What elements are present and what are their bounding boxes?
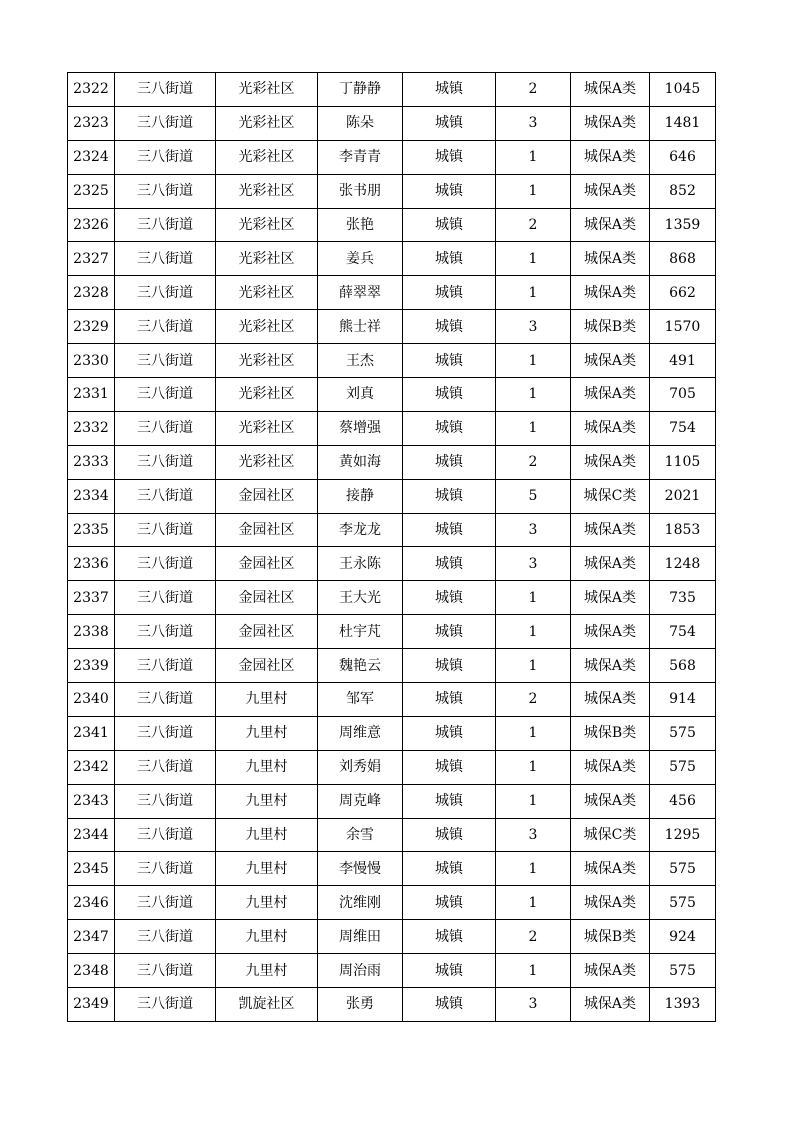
area-cell: 城镇 (403, 920, 496, 954)
street-cell: 三八街道 (115, 716, 216, 750)
category-cell: 城保A类 (571, 445, 650, 479)
amount-cell: 1045 (650, 73, 716, 107)
community-cell: 九里村 (216, 784, 318, 818)
community-cell: 九里村 (216, 716, 318, 750)
category-cell: 城保A类 (571, 242, 650, 276)
name-cell: 王永陈 (318, 547, 403, 581)
category-cell: 城保A类 (571, 886, 650, 920)
area-cell: 城镇 (403, 310, 496, 344)
name-cell: 魏艳云 (318, 649, 403, 683)
amount-cell: 456 (650, 784, 716, 818)
street-cell: 三八街道 (115, 615, 216, 649)
community-cell: 光彩社区 (216, 242, 318, 276)
amount-cell: 1393 (650, 988, 716, 1022)
area-cell: 城镇 (403, 479, 496, 513)
street-cell: 三八街道 (115, 954, 216, 988)
table-row (68, 378, 716, 412)
street-cell: 三八街道 (115, 106, 216, 140)
name-cell: 丁静静 (318, 73, 403, 107)
count-cell: 1 (496, 378, 571, 412)
table-row (68, 920, 716, 954)
count-cell: 2 (496, 208, 571, 242)
serial-cell: 2322 (68, 73, 115, 107)
name-cell: 沈维刚 (318, 886, 403, 920)
amount-cell: 568 (650, 649, 716, 683)
table-row (68, 716, 716, 750)
category-cell: 城保A类 (571, 750, 650, 784)
name-cell: 蔡增强 (318, 411, 403, 445)
street-cell: 三八街道 (115, 920, 216, 954)
street-cell: 三八街道 (115, 276, 216, 310)
community-cell: 九里村 (216, 886, 318, 920)
category-cell: 城保A类 (571, 649, 650, 683)
serial-cell: 2347 (68, 920, 115, 954)
street-cell: 三八街道 (115, 513, 216, 547)
community-cell: 金园社区 (216, 547, 318, 581)
category-cell: 城保A类 (571, 547, 650, 581)
serial-cell: 2335 (68, 513, 115, 547)
amount-cell: 754 (650, 615, 716, 649)
serial-cell: 2324 (68, 140, 115, 174)
category-cell: 城保A类 (571, 208, 650, 242)
count-cell: 1 (496, 615, 571, 649)
community-cell: 光彩社区 (216, 73, 318, 107)
community-cell: 金园社区 (216, 615, 318, 649)
category-cell: 城保C类 (571, 818, 650, 852)
area-cell: 城镇 (403, 818, 496, 852)
name-cell: 余雪 (318, 818, 403, 852)
count-cell: 5 (496, 479, 571, 513)
count-cell: 3 (496, 547, 571, 581)
community-cell: 金园社区 (216, 581, 318, 615)
street-cell: 三八街道 (115, 378, 216, 412)
count-cell: 1 (496, 886, 571, 920)
area-cell: 城镇 (403, 716, 496, 750)
area-cell: 城镇 (403, 242, 496, 276)
amount-cell: 1570 (650, 310, 716, 344)
roster-body (68, 73, 716, 1022)
community-cell: 光彩社区 (216, 140, 318, 174)
amount-cell: 575 (650, 886, 716, 920)
street-cell: 三八街道 (115, 445, 216, 479)
name-cell: 张勇 (318, 988, 403, 1022)
name-cell: 熊士祥 (318, 310, 403, 344)
serial-cell: 2340 (68, 683, 115, 717)
table-row (68, 615, 716, 649)
table-row (68, 174, 716, 208)
table-row (68, 479, 716, 513)
amount-cell: 924 (650, 920, 716, 954)
count-cell: 1 (496, 242, 571, 276)
serial-cell: 2339 (68, 649, 115, 683)
category-cell: 城保A类 (571, 411, 650, 445)
count-cell: 2 (496, 920, 571, 954)
community-cell: 九里村 (216, 750, 318, 784)
name-cell: 刘真 (318, 378, 403, 412)
street-cell: 三八街道 (115, 140, 216, 174)
name-cell: 李龙龙 (318, 513, 403, 547)
serial-cell: 2332 (68, 411, 115, 445)
amount-cell: 2021 (650, 479, 716, 513)
serial-cell: 2341 (68, 716, 115, 750)
amount-cell: 1295 (650, 818, 716, 852)
category-cell: 城保A类 (571, 344, 650, 378)
name-cell: 薛翠翠 (318, 276, 403, 310)
amount-cell: 914 (650, 683, 716, 717)
category-cell: 城保A类 (571, 378, 650, 412)
name-cell: 邹军 (318, 683, 403, 717)
community-cell: 光彩社区 (216, 106, 318, 140)
amount-cell: 735 (650, 581, 716, 615)
serial-cell: 2348 (68, 954, 115, 988)
name-cell: 刘秀娟 (318, 750, 403, 784)
name-cell: 张艳 (318, 208, 403, 242)
serial-cell: 2330 (68, 344, 115, 378)
community-cell: 金园社区 (216, 479, 318, 513)
serial-cell: 2342 (68, 750, 115, 784)
category-cell: 城保A类 (571, 683, 650, 717)
area-cell: 城镇 (403, 411, 496, 445)
name-cell: 姜兵 (318, 242, 403, 276)
amount-cell: 575 (650, 750, 716, 784)
area-cell: 城镇 (403, 988, 496, 1022)
amount-cell: 1853 (650, 513, 716, 547)
community-cell: 九里村 (216, 920, 318, 954)
area-cell: 城镇 (403, 513, 496, 547)
amount-cell: 754 (650, 411, 716, 445)
name-cell: 王杰 (318, 344, 403, 378)
count-cell: 1 (496, 276, 571, 310)
serial-cell: 2344 (68, 818, 115, 852)
area-cell: 城镇 (403, 852, 496, 886)
area-cell: 城镇 (403, 378, 496, 412)
serial-cell: 2328 (68, 276, 115, 310)
area-cell: 城镇 (403, 276, 496, 310)
street-cell: 三八街道 (115, 649, 216, 683)
table-row (68, 208, 716, 242)
community-cell: 光彩社区 (216, 174, 318, 208)
table-row (68, 649, 716, 683)
community-cell: 光彩社区 (216, 208, 318, 242)
street-cell: 三八街道 (115, 344, 216, 378)
area-cell: 城镇 (403, 581, 496, 615)
name-cell: 张书朋 (318, 174, 403, 208)
name-cell: 李慢慢 (318, 852, 403, 886)
count-cell: 3 (496, 106, 571, 140)
area-cell: 城镇 (403, 445, 496, 479)
street-cell: 三八街道 (115, 73, 216, 107)
community-cell: 九里村 (216, 852, 318, 886)
name-cell: 周维意 (318, 716, 403, 750)
name-cell: 周治雨 (318, 954, 403, 988)
amount-cell: 646 (650, 140, 716, 174)
name-cell: 周克峰 (318, 784, 403, 818)
area-cell: 城镇 (403, 547, 496, 581)
serial-cell: 2325 (68, 174, 115, 208)
category-cell: 城保A类 (571, 615, 650, 649)
name-cell: 杜宇芃 (318, 615, 403, 649)
category-cell: 城保B类 (571, 920, 650, 954)
street-cell: 三八街道 (115, 242, 216, 276)
count-cell: 3 (496, 988, 571, 1022)
table-row (68, 683, 716, 717)
amount-cell: 1481 (650, 106, 716, 140)
table-row (68, 106, 716, 140)
amount-cell: 1248 (650, 547, 716, 581)
category-cell: 城保A类 (571, 73, 650, 107)
category-cell: 城保A类 (571, 106, 650, 140)
count-cell: 1 (496, 411, 571, 445)
count-cell: 1 (496, 649, 571, 683)
name-cell: 黄如海 (318, 445, 403, 479)
community-cell: 光彩社区 (216, 378, 318, 412)
count-cell: 2 (496, 73, 571, 107)
count-cell: 1 (496, 174, 571, 208)
table-row (68, 988, 716, 1022)
count-cell: 3 (496, 818, 571, 852)
serial-cell: 2349 (68, 988, 115, 1022)
table-row (68, 276, 716, 310)
name-cell: 李青青 (318, 140, 403, 174)
table-row (68, 411, 716, 445)
table-row (68, 513, 716, 547)
count-cell: 1 (496, 344, 571, 378)
community-cell: 光彩社区 (216, 310, 318, 344)
table-row (68, 73, 716, 107)
serial-cell: 2333 (68, 445, 115, 479)
community-cell: 凯旋社区 (216, 988, 318, 1022)
street-cell: 三八街道 (115, 988, 216, 1022)
category-cell: 城保A类 (571, 581, 650, 615)
serial-cell: 2338 (68, 615, 115, 649)
community-cell: 金园社区 (216, 649, 318, 683)
area-cell: 城镇 (403, 106, 496, 140)
community-cell: 金园社区 (216, 513, 318, 547)
count-cell: 1 (496, 140, 571, 174)
street-cell: 三八街道 (115, 479, 216, 513)
area-cell: 城镇 (403, 683, 496, 717)
count-cell: 1 (496, 784, 571, 818)
name-cell: 接静 (318, 479, 403, 513)
community-cell: 光彩社区 (216, 276, 318, 310)
category-cell: 城保B类 (571, 716, 650, 750)
serial-cell: 2343 (68, 784, 115, 818)
table-row (68, 954, 716, 988)
count-cell: 1 (496, 750, 571, 784)
community-cell: 光彩社区 (216, 445, 318, 479)
amount-cell: 868 (650, 242, 716, 276)
amount-cell: 1359 (650, 208, 716, 242)
category-cell: 城保C类 (571, 479, 650, 513)
amount-cell: 662 (650, 276, 716, 310)
street-cell: 三八街道 (115, 750, 216, 784)
area-cell: 城镇 (403, 344, 496, 378)
street-cell: 三八街道 (115, 581, 216, 615)
area-cell: 城镇 (403, 174, 496, 208)
category-cell: 城保A类 (571, 784, 650, 818)
table-row (68, 310, 716, 344)
serial-cell: 2337 (68, 581, 115, 615)
area-cell: 城镇 (403, 954, 496, 988)
amount-cell: 852 (650, 174, 716, 208)
street-cell: 三八街道 (115, 683, 216, 717)
name-cell: 周维田 (318, 920, 403, 954)
name-cell: 陈朵 (318, 106, 403, 140)
street-cell: 三八街道 (115, 547, 216, 581)
table-row (68, 886, 716, 920)
serial-cell: 2346 (68, 886, 115, 920)
area-cell: 城镇 (403, 750, 496, 784)
table-row (68, 750, 716, 784)
table-row (68, 784, 716, 818)
category-cell: 城保A类 (571, 276, 650, 310)
area-cell: 城镇 (403, 784, 496, 818)
area-cell: 城镇 (403, 649, 496, 683)
table-row (68, 140, 716, 174)
count-cell: 2 (496, 445, 571, 479)
street-cell: 三八街道 (115, 852, 216, 886)
amount-cell: 575 (650, 716, 716, 750)
category-cell: 城保A类 (571, 988, 650, 1022)
category-cell: 城保B类 (571, 310, 650, 344)
area-cell: 城镇 (403, 140, 496, 174)
street-cell: 三八街道 (115, 310, 216, 344)
amount-cell: 1105 (650, 445, 716, 479)
count-cell: 1 (496, 581, 571, 615)
serial-cell: 2329 (68, 310, 115, 344)
serial-cell: 2334 (68, 479, 115, 513)
category-cell: 城保A类 (571, 513, 650, 547)
street-cell: 三八街道 (115, 208, 216, 242)
table-row (68, 445, 716, 479)
serial-cell: 2327 (68, 242, 115, 276)
area-cell: 城镇 (403, 208, 496, 242)
count-cell: 3 (496, 310, 571, 344)
amount-cell: 491 (650, 344, 716, 378)
amount-cell: 575 (650, 852, 716, 886)
area-cell: 城镇 (403, 615, 496, 649)
category-cell: 城保A类 (571, 954, 650, 988)
table-row (68, 547, 716, 581)
serial-cell: 2326 (68, 208, 115, 242)
street-cell: 三八街道 (115, 784, 216, 818)
table-row (68, 581, 716, 615)
community-cell: 光彩社区 (216, 344, 318, 378)
street-cell: 三八街道 (115, 886, 216, 920)
category-cell: 城保A类 (571, 852, 650, 886)
amount-cell: 705 (650, 378, 716, 412)
table-row (68, 818, 716, 852)
table-row (68, 852, 716, 886)
count-cell: 1 (496, 716, 571, 750)
community-cell: 光彩社区 (216, 411, 318, 445)
street-cell: 三八街道 (115, 174, 216, 208)
count-cell: 3 (496, 513, 571, 547)
serial-cell: 2323 (68, 106, 115, 140)
table-row (68, 344, 716, 378)
amount-cell: 575 (650, 954, 716, 988)
serial-cell: 2336 (68, 547, 115, 581)
area-cell: 城镇 (403, 886, 496, 920)
community-cell: 九里村 (216, 954, 318, 988)
count-cell: 1 (496, 852, 571, 886)
category-cell: 城保A类 (571, 140, 650, 174)
serial-cell: 2331 (68, 378, 115, 412)
street-cell: 三八街道 (115, 411, 216, 445)
table-row (68, 242, 716, 276)
roster-table (67, 72, 716, 1022)
serial-cell: 2345 (68, 852, 115, 886)
category-cell: 城保A类 (571, 174, 650, 208)
count-cell: 2 (496, 683, 571, 717)
count-cell: 1 (496, 954, 571, 988)
community-cell: 九里村 (216, 818, 318, 852)
area-cell: 城镇 (403, 73, 496, 107)
name-cell: 王大光 (318, 581, 403, 615)
street-cell: 三八街道 (115, 818, 216, 852)
community-cell: 九里村 (216, 683, 318, 717)
